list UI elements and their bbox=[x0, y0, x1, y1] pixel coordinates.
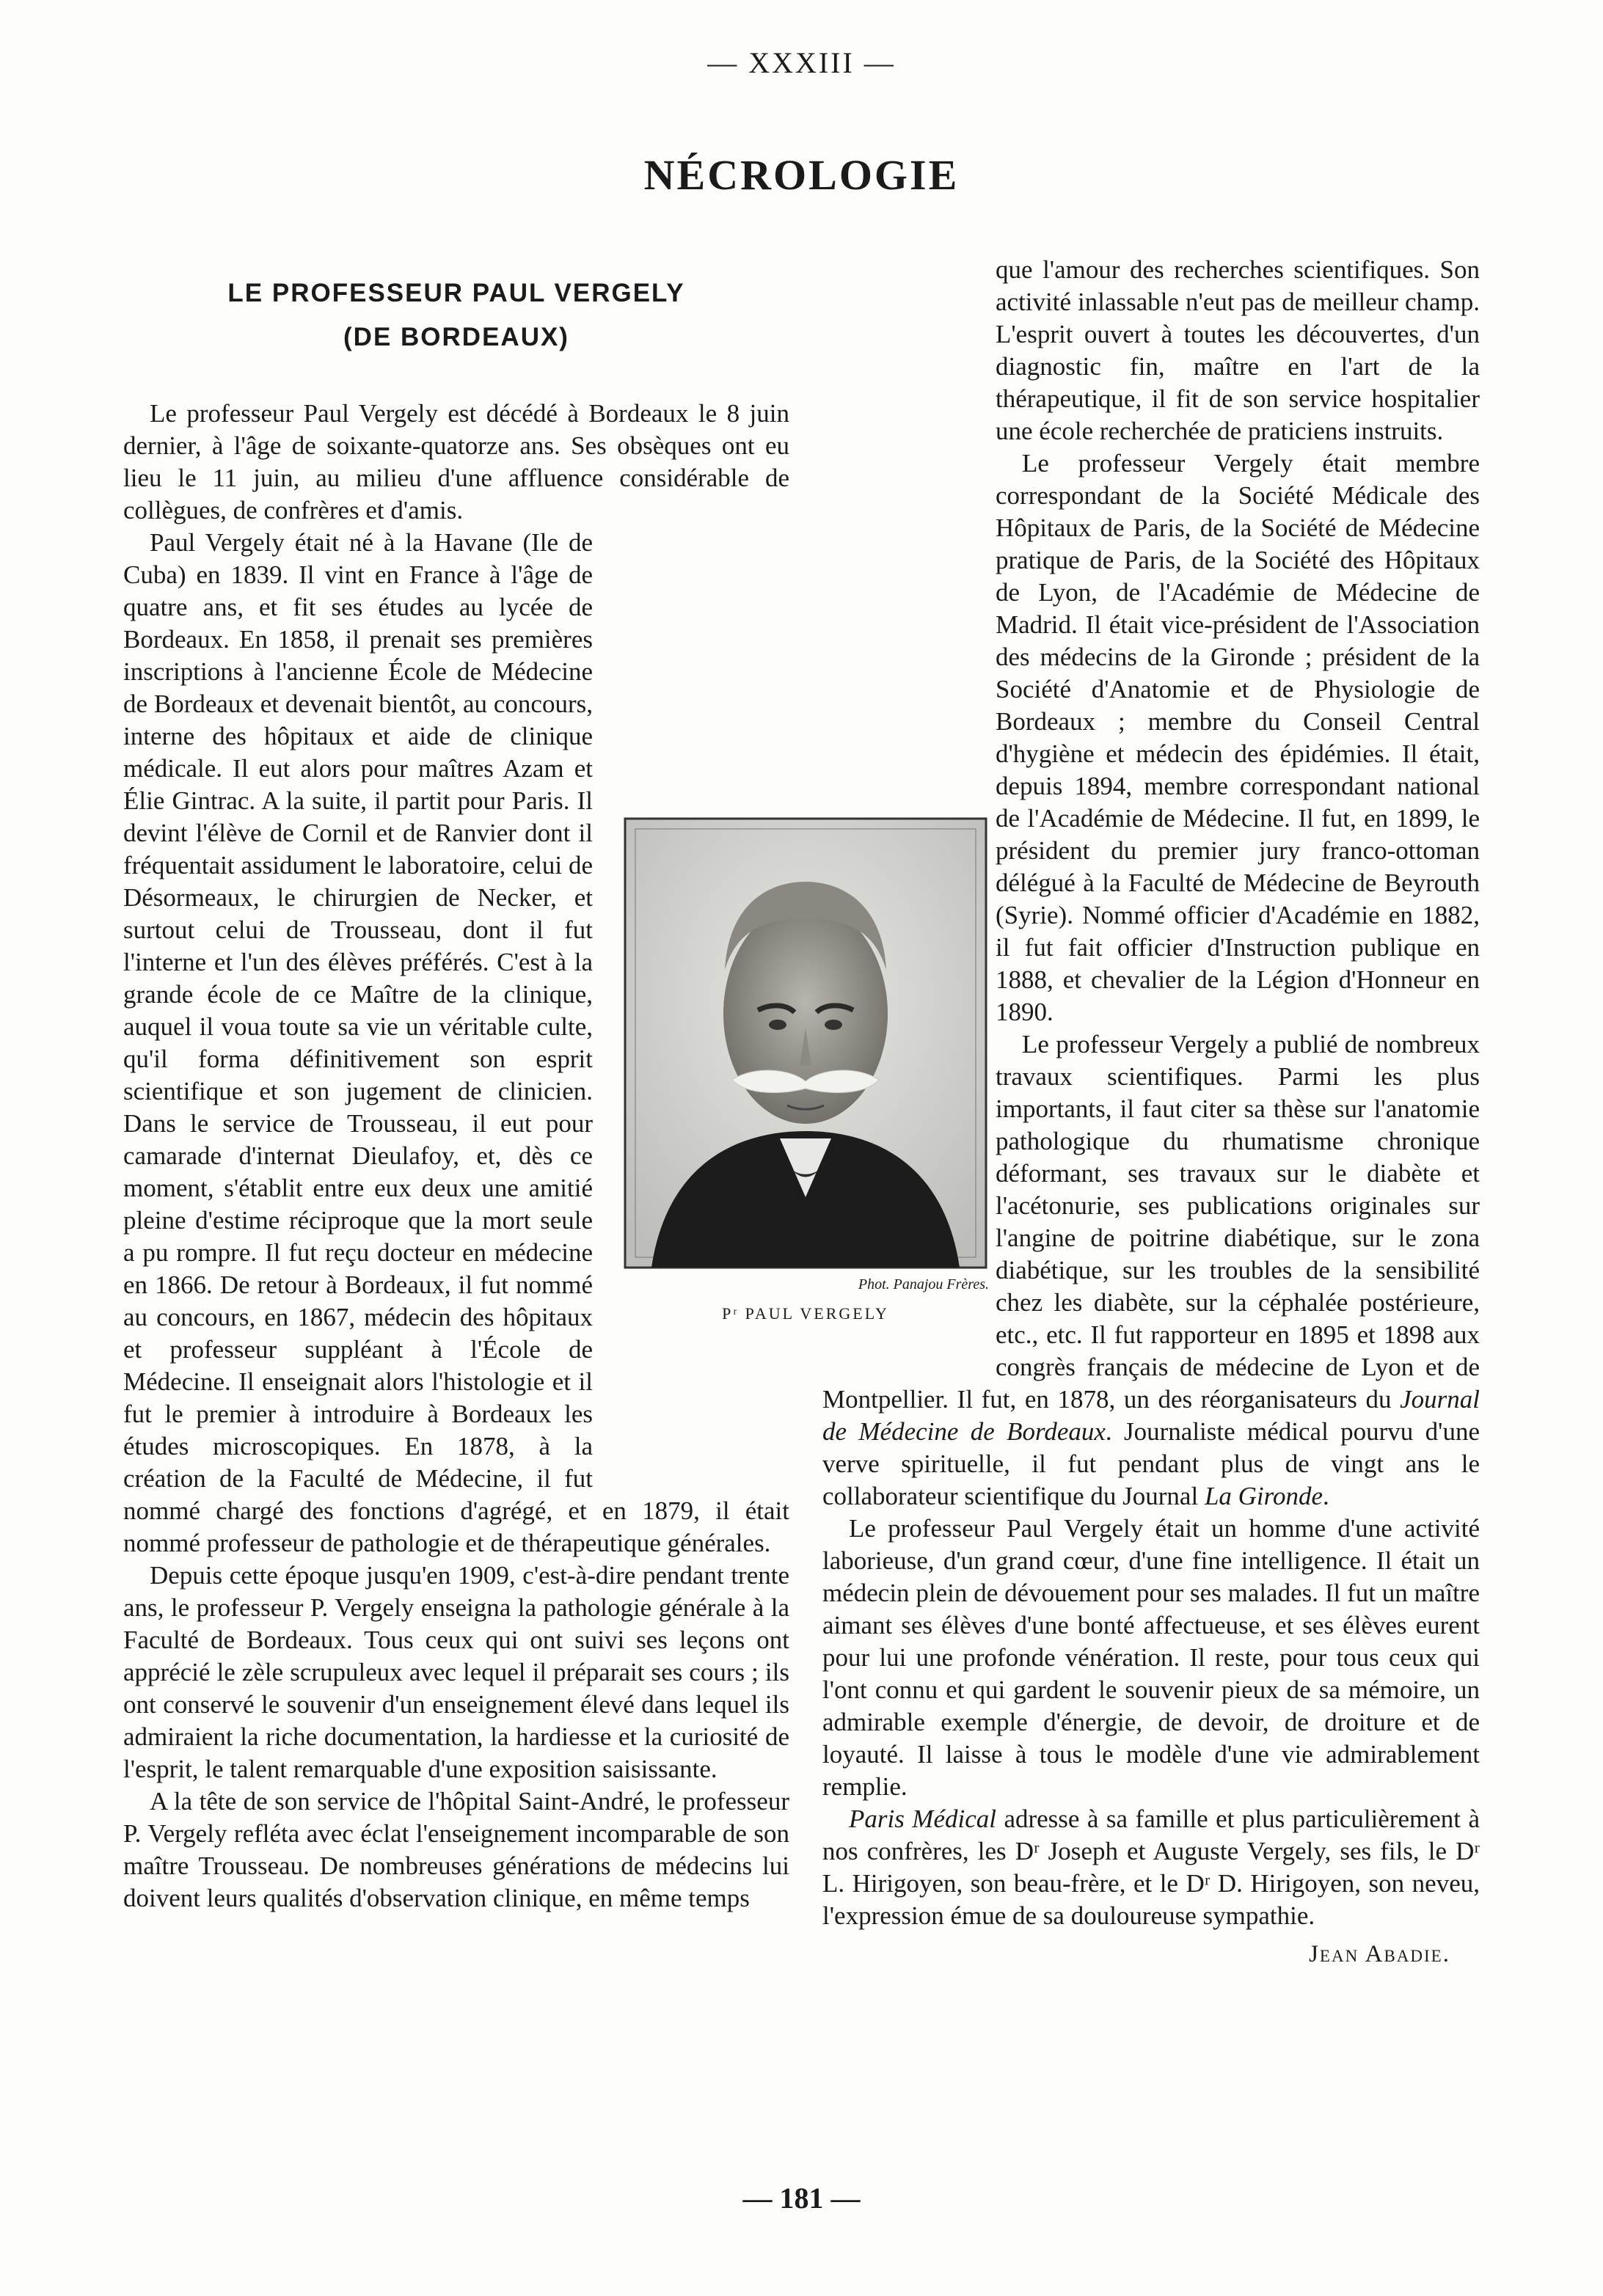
page-number: — 181 — bbox=[742, 2182, 861, 2215]
section-title: NÉCROLOGIE bbox=[643, 151, 960, 199]
paragraph: que l'amour des recherches scientifiques. Son activité inlassable n'eut pas de meilleur champ. L'esprit ouvert à toutes les découvertes, d'un diagnostic fin, maître en l'art de la thérapeutique, il fit de son service hospitalier une école recherchée de praticiens instruits. bbox=[996, 255, 1480, 445]
journal-gironde: La Gironde bbox=[1204, 1482, 1323, 1510]
photo-caption: Pʳ PAUL VERGELY bbox=[722, 1304, 889, 1323]
article-title-line1: LE PROFESSEUR PAUL VERGELY bbox=[227, 279, 685, 307]
paragraph: Le professeur Paul Vergely était un homme d'une activité laborieuse, d'un grand cœur, d'une fine intelligence. Il était un médecin plein de dévouement pour ses malades. Il fut un maître aimant ses élèves d'une bonté affectueuse, et ses élèves eurent pour lui une profonde vénération. Il reste, pour tous ceux qui l'ont connu et qui gardent le souvenir pieux de sa mémoire, un admirable exemple d'énergie, de devoir, de droiture et de loyauté. Il laisse à tous le modèle d'une vie admirablement remplie. bbox=[822, 1514, 1480, 1801]
paragraph-text: Le professeur Vergely a publié de nombreux travaux scientifiques. Parmi les plus importants, il faut citer sa thèse sur l'anatomie pathologique du rhumatisme chronique déformant, ses travaux sur le diabète et l'acétonurie, ses publications originales sur l'angine de poitrine diabétique, sur le zona diabétique, sur les troubles de la sensibilité chez les diabète, sur la céphalée postérieure, etc., etc. Il fut rapporteur en 1895 et 1898 aux congrès français de médecine de Lyon et de Montpellier. Il fut, en 1878, un des réorganisateurs du bbox=[822, 1030, 1480, 1414]
paragraph: A la tête de son service de l'hôpital Saint-André, le professeur P. Vergely refléta avec éclat l'enseignement incomparable de son maître Trousseau. De nombreuses générations de médecins lui doivent leurs qualités d'observation clinique, en même temps bbox=[123, 1787, 789, 1912]
author-signature: Jean Abadie. bbox=[1309, 1941, 1450, 1967]
paragraph: Le professeur Vergely a publié de nombreux travaux scientifiques. Parmi les plus importants, il faut citer sa thèse sur l'anatomie pathologique du rhumatisme chronique déformant, ses travaux sur le diabète et l'acétonurie, ses publications originales sur l'angine de poitrine diabétique, sur le zona diabétique, sur les troubles de la sensibilité chez les diabète, sur la céphalée postérieure, etc., etc. Il fut rapporteur en 1895 et 1898 aux congrès français de médecine de Lyon et de Montpellier. Il fut, en 1878, un des réorganisateurs du Journal de Médecine de Bordeaux. Journaliste médical pourvu d'une verve spirituelle, il fut pendant plus de vingt ans le collaborateur scientifique du Journal La Gironde. bbox=[822, 1030, 1480, 1510]
journal-title: Journal de Médecine de Bordeaux bbox=[822, 1385, 1480, 1446]
photo-credit: Phot. Panajou Frères. bbox=[858, 1276, 989, 1293]
running-head: — XXXIII — bbox=[707, 46, 896, 79]
paragraph: Depuis cette époque jusqu'en 1909, c'est-à-dire pendant trente ans, le professeur P. Vergely enseigna la pathologie générale à la Faculté de Bordeaux. Tous ceux qui ont suivi ses leçons ont apprécié le zèle scrupuleux avec lequel il préparait ses cours ; ils ont conservé le souvenir d'un enseignement élevé dans lequel ils admiraient la riche documentation, la hardiesse et la curiosité de l'esprit, le talent remarquable d'une exposition saisissante. bbox=[123, 1561, 789, 1783]
paragraph: Le professeur Paul Vergely est décédé à Bordeaux le 8 juin dernier, à l'âge de soixante-quatorze ans. Ses obsèques ont eu lieu le 11 juin, au milieu d'une affluence considérable de collègues, de confrères et d'amis. bbox=[123, 399, 789, 524]
right-column bbox=[822, 254, 1480, 1970]
paragraph: Paul Vergely était né à la Havane (Ile de Cuba) en 1839. Il vint en France à l'âge de quatre ans, et fit ses études au lycée de Bordeaux. En 1858, il prenait ses premières inscriptions à l'ancienne École de Médecine de Bordeaux et devenait bientôt, au concours, interne des hôpitaux et aide de clinique médicale. Il eut alors pour maîtres Azam et Élie Gintrac. A la suite, il partit pour Paris. Il devint l'élève de Cornil et de Ranvier dont il fréquentait assidument le laboratoire, celui de Désormeaux, le chirurgien de Necker, et surtout celui de Trousseau, dont il fut l'interne et l'un des élèves préférés. C'est à la grande école de ce Maître de la clinique, auquel il voua toute sa vie un véritable culte, qu'il forma définitivement son esprit scientifique et son jugement de clinicien. Dans le service de Trousseau, il eut pour camarade d'internat Dieulafoy, et, dès ce moment, s'établit entre eux deux une amitié pleine d'estime réciproque que la mort seule a pu rompre. Il fut reçu docteur en médecine en 1866. De retour à Bordeaux, il fut nommé au concours, en 1867, médecin des hôpitaux et professeur suppléant à l'École de Médecine. Il enseignait alors l'histologie et il fut le premier à introduire à Bordeaux les études microscopiques. En 1878, à la création de la Faculté de Médecine, il fut nommé chargé des fonctions d'agrégé, et en 1879, il était nommé professeur de pathologie et de thérapeutique générales. bbox=[123, 528, 789, 1557]
paragraph-text: . Journaliste médical pourvu d'une verve spirituelle, il fut pendant plus de vingt ans le collaborateur scientifique du Journal bbox=[822, 1417, 1480, 1510]
article-title bbox=[123, 271, 789, 359]
publication-name: Paris Médical bbox=[849, 1805, 996, 1833]
paragraph bbox=[822, 1803, 1480, 1932]
article-title-line2: (DE BORDEAUX) bbox=[343, 323, 569, 351]
paragraph-text: adresse à sa famille et plus particulièrement à nos confrères, les Dʳ Joseph et Auguste Vergely, ses fils, le Dʳ L. Hirigoyen, son beau-frère, et le Dʳ D. Hirigoyen, son neveu, l'expression émue de sa douloureuse sympathie. bbox=[822, 1805, 1480, 1930]
paragraph: Le professeur Vergely était membre correspondant de la Société Médicale des Hôpitaux de Paris, de la Société de Médecine pratique de Paris, de la Société des Hôpitaux de Lyon, de l'Académie de Médecine de Madrid. Il était vice-président de l'Association des médecins de la Gironde ; président de la Société d'Anatomie et de Physiologie de Bordeaux ; membre du Conseil Central d'hygiène et médecin des épidémies. Il était, depuis 1894, membre correspondant national de l'Académie de Médecine. Il fut, en 1899, le président du premier jury franco-ottoman délégué à la Faculté de Médecine de Beyrouth (Syrie). Nommé officier d'Académie en 1882, il fut fait officier d'Instruction publique en 1888, et chevalier de la Légion d'Honneur en 1890. bbox=[996, 449, 1480, 1026]
